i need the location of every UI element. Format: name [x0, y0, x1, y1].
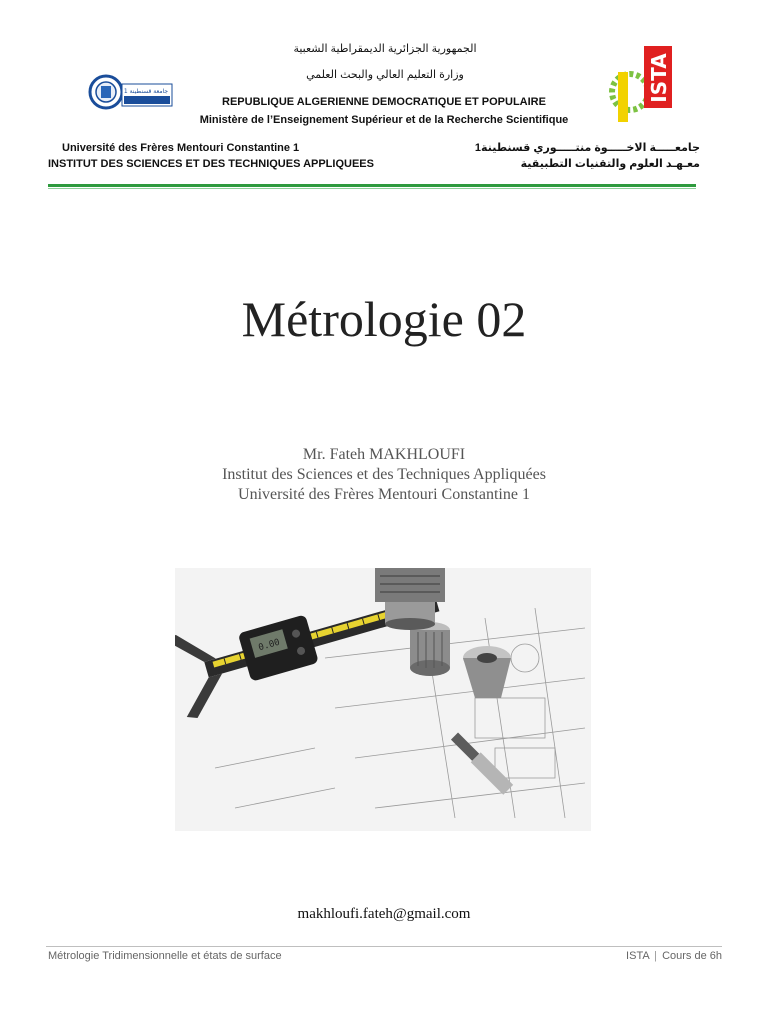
arabic-republic: الجمهورية الجزائرية الديمقراطية الشعبية: [293, 43, 477, 55]
logo-right-text: ISTA: [647, 53, 671, 103]
footer-course-info: [560, 950, 722, 962]
header-divider: [48, 184, 696, 187]
svg-text:0.00: 0.00: [257, 637, 282, 654]
arabic-ministry: وزارة التعليم العالي والبحث العلمي: [306, 69, 464, 81]
footer-institute: ISTA: [626, 950, 650, 962]
republic-heading: REPUBLIQUE ALGERIENNE DEMOCRATIQUE ET POPULAIRE: [222, 96, 546, 108]
institute-name-ar: معـهـد العلوم والتقنيات التطبيقية: [520, 158, 700, 170]
ministry-heading: Ministère de l’Enseignement Supérieur et de la Recherche Scientifique: [199, 114, 569, 126]
university-name-ar: جامعـــــة الاخـــــوة منتـــــوري قسنطينة1: [474, 142, 700, 154]
footer-divider: [46, 946, 722, 947]
logo-left-text: جامعة قسنطينة 1: [123, 88, 169, 95]
author-email[interactable]: makhloufi.fateh@gmail.com: [297, 906, 471, 922]
author-institute: Institut des Sciences et des Techniques Appliquées: [222, 466, 546, 483]
author-name: Mr. Fateh MAKHLOUFI: [302, 446, 466, 463]
document-title: Métrologie 02: [241, 291, 527, 347]
university-name-fr: Université des Frères Mentouri Constantine 1: [62, 142, 300, 154]
author-university: Université des Frères Mentouri Constantine 1: [238, 486, 530, 503]
footer-duration: Cours de 6h: [662, 950, 722, 962]
footer-separator: |: [654, 950, 657, 962]
cover-photo: [175, 568, 591, 831]
institute-name-fr: INSTITUT DES SCIENCES ET DES TECHNIQUES APPLIQUEES: [48, 158, 374, 170]
footer-course-title: Métrologie Tridimensionnelle et états de surface: [48, 950, 282, 962]
header-divider-thin: [48, 188, 696, 189]
